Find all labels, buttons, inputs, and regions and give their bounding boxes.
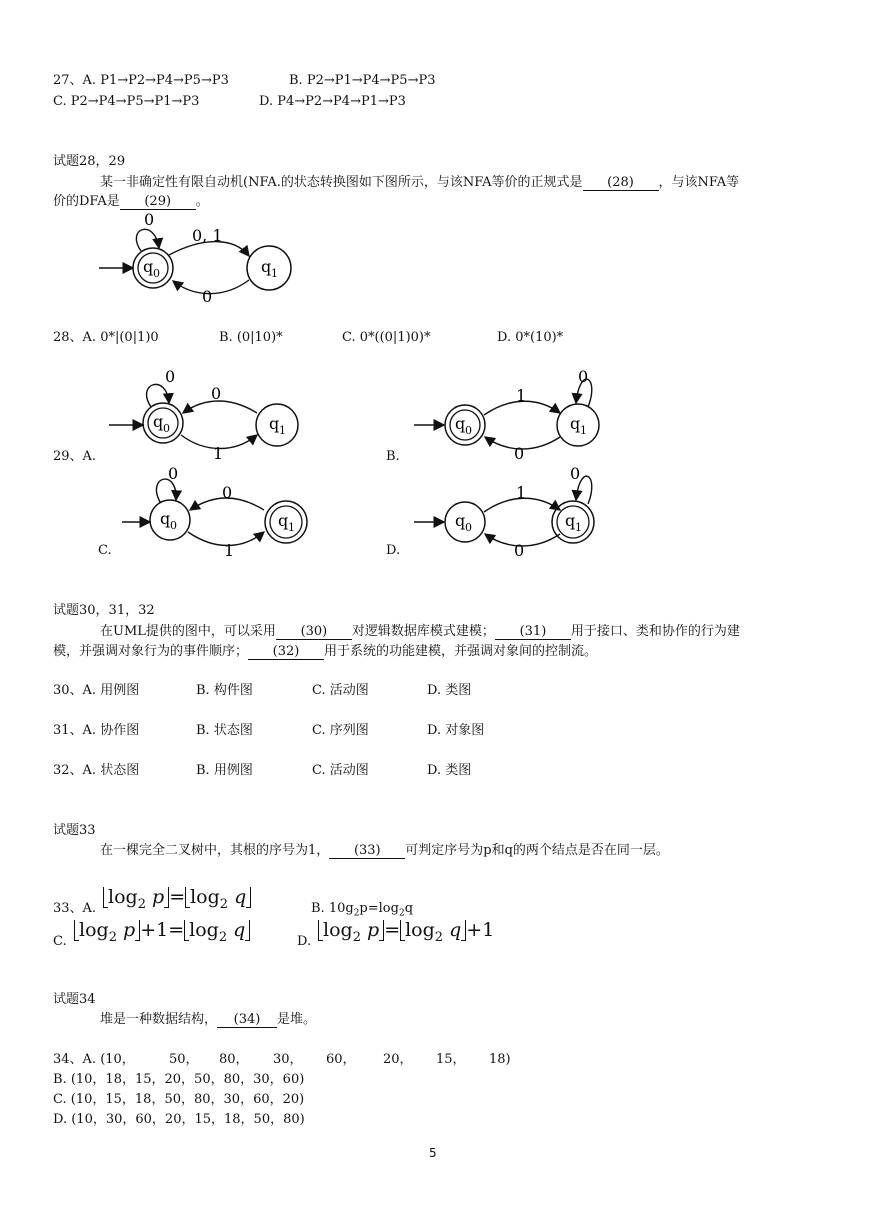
svg-text:0: 0 [570, 464, 581, 483]
page-number: 5 [429, 1146, 437, 1160]
dfa-option-a [105, 365, 305, 460]
q27-option-c: C. P2→P4→P5→P1→P3 [53, 94, 200, 109]
svg-text:0: 0 [211, 384, 222, 403]
svg-text:1: 1 [213, 444, 224, 460]
svg-text:q: q [278, 511, 289, 530]
svg-text:0: 0 [168, 464, 179, 483]
q28-option-c: C. 0*((0|1)0)* [342, 330, 431, 345]
q30-option-d: D. 类图 [427, 683, 472, 698]
dfa-option-d [410, 462, 610, 557]
nfa-state-q1: q [261, 257, 272, 276]
q31-option-d: D. 对象图 [427, 723, 485, 738]
q34-option-b: B. (10，18，15，20，50，80，30，60) [53, 1072, 305, 1087]
nfa-diagram [95, 208, 305, 308]
blank-30: (30) [276, 624, 352, 640]
q34-option-d: D. (10，30，60，20，15，18，50，80) [53, 1112, 305, 1127]
q28-option-a: 28、A. 0*|(0|1)0 [53, 330, 159, 345]
svg-text:0: 0 [153, 267, 160, 280]
nfa-bottom-label: 0 [202, 287, 213, 306]
q33-formula-a: $\log_2 p = \log_2 q$ [103, 885, 251, 917]
q28-option-d: D. 0*(10)* [497, 330, 564, 345]
svg-text:0: 0 [170, 519, 177, 532]
q32-option-d: D. 类图 [427, 763, 472, 778]
q31-option-b: B. 状态图 [196, 723, 253, 738]
q27-option-a: 27、A. P1→P2→P4→P5→P3 [53, 73, 229, 88]
svg-text:1: 1 [271, 267, 278, 280]
dfa-option-b [410, 365, 610, 460]
q27-option-d: D. P4→P2→P4→P1→P3 [259, 94, 406, 109]
q34-stem: 堆是一种数据结构， (34) 是堆。 [100, 1012, 317, 1027]
svg-text:0: 0 [465, 424, 472, 437]
q27-option-b: B. P2→P1→P4→P5→P3 [289, 73, 436, 88]
svg-text:0: 0 [514, 444, 525, 460]
q29-label-d: D. [386, 543, 401, 558]
svg-text:q: q [455, 511, 466, 530]
q32-option-b: B. 用例图 [196, 763, 253, 778]
q32-option-a: 32、A. 状态图 [53, 763, 140, 778]
q33-label-a: 33、A. [53, 901, 97, 916]
q33-option-b: B. $10g_2p=\log_2q$ [311, 901, 414, 919]
blank-31: (31) [495, 624, 571, 640]
svg-text:1: 1 [516, 386, 527, 405]
blank-33: (33) [329, 843, 405, 859]
svg-text:q: q [570, 414, 581, 433]
q30-option-c: C. 活动图 [312, 683, 369, 698]
q33-formula-c: $\log_2 p +1= \log_2 q$ [74, 918, 250, 950]
q31-option-c: C. 序列图 [312, 723, 369, 738]
q28-stem-line1: 某一非确定性有限自动机(NFA.的状态转换图如下图所示，与该NFA等价的正规式是 (28) ，与该NFA等 [100, 175, 740, 190]
svg-text:1: 1 [516, 483, 527, 502]
svg-text:1: 1 [580, 424, 587, 437]
q34-option-a: 34、A. (10， 50， 80， 30， 60， 20， 15， 18) [53, 1052, 511, 1067]
blank-34: (34) [217, 1012, 277, 1028]
nfa-state-q0: q [143, 257, 154, 276]
svg-text:0: 0 [222, 483, 233, 502]
q28-stem-line2: 价的DFA是 (29) 。 [53, 194, 209, 209]
q34-heading: 试题34 [53, 992, 96, 1007]
q33-label-c: C. [53, 934, 67, 949]
q33-label-d: D. [297, 934, 312, 949]
svg-text:q: q [153, 412, 164, 431]
q28-option-b: B. (0|10)* [219, 330, 283, 345]
q30-stem-line1: 在UML提供的图中，可以采用 (30) 对逻辑数据库模式建模； (31) 用于接口、类和协作的行为建 [100, 624, 740, 639]
svg-text:0: 0 [165, 367, 176, 386]
svg-text:q: q [455, 414, 466, 433]
nfa-top-label: 0, 1 [192, 226, 223, 245]
blank-29: (29) [120, 194, 196, 210]
svg-text:0: 0 [163, 422, 170, 435]
q32-option-c: C. 活动图 [312, 763, 369, 778]
q30-stem-line2: 模，并强调对象行为的事件顺序； (32) 用于系统的功能建模，并强调对象间的控制流。 [53, 644, 598, 659]
q30-heading: 试题30，31，32 [53, 603, 155, 618]
svg-text:q: q [269, 414, 280, 433]
svg-text:1: 1 [575, 521, 582, 534]
svg-text:1: 1 [224, 541, 235, 557]
dfa-option-c [118, 462, 318, 557]
svg-text:1: 1 [279, 424, 286, 437]
svg-text:q: q [565, 511, 576, 530]
svg-text:0: 0 [514, 541, 525, 557]
q34-option-c: C. (10，15，18，50，80，30，60，20) [53, 1092, 305, 1107]
q33-heading: 试题33 [53, 823, 96, 838]
svg-text:1: 1 [288, 521, 295, 534]
blank-28: (28) [583, 175, 659, 191]
q33-stem: 在一棵完全二叉树中，其根的序号为1， (33) 可判定序号为p和q的两个结点是否在同一层。 [100, 843, 669, 858]
svg-text:0: 0 [578, 367, 589, 386]
q30-option-a: 30、A. 用例图 [53, 683, 140, 698]
q30-option-b: B. 构件图 [196, 683, 253, 698]
q29-label-b: B. [386, 449, 400, 464]
blank-32: (32) [248, 644, 324, 660]
q33-formula-d: $\log_2 p = \log_2 q +1$ [318, 918, 494, 950]
q29-label-c: C. [98, 543, 112, 558]
q29-label-a: 29、A. [53, 449, 97, 464]
svg-text:q: q [160, 509, 171, 528]
svg-text:0: 0 [465, 521, 472, 534]
q31-option-a: 31、A. 协作图 [53, 723, 140, 738]
nfa-loop-label: 0 [144, 210, 155, 229]
q28-heading: 试题28，29 [53, 154, 126, 169]
